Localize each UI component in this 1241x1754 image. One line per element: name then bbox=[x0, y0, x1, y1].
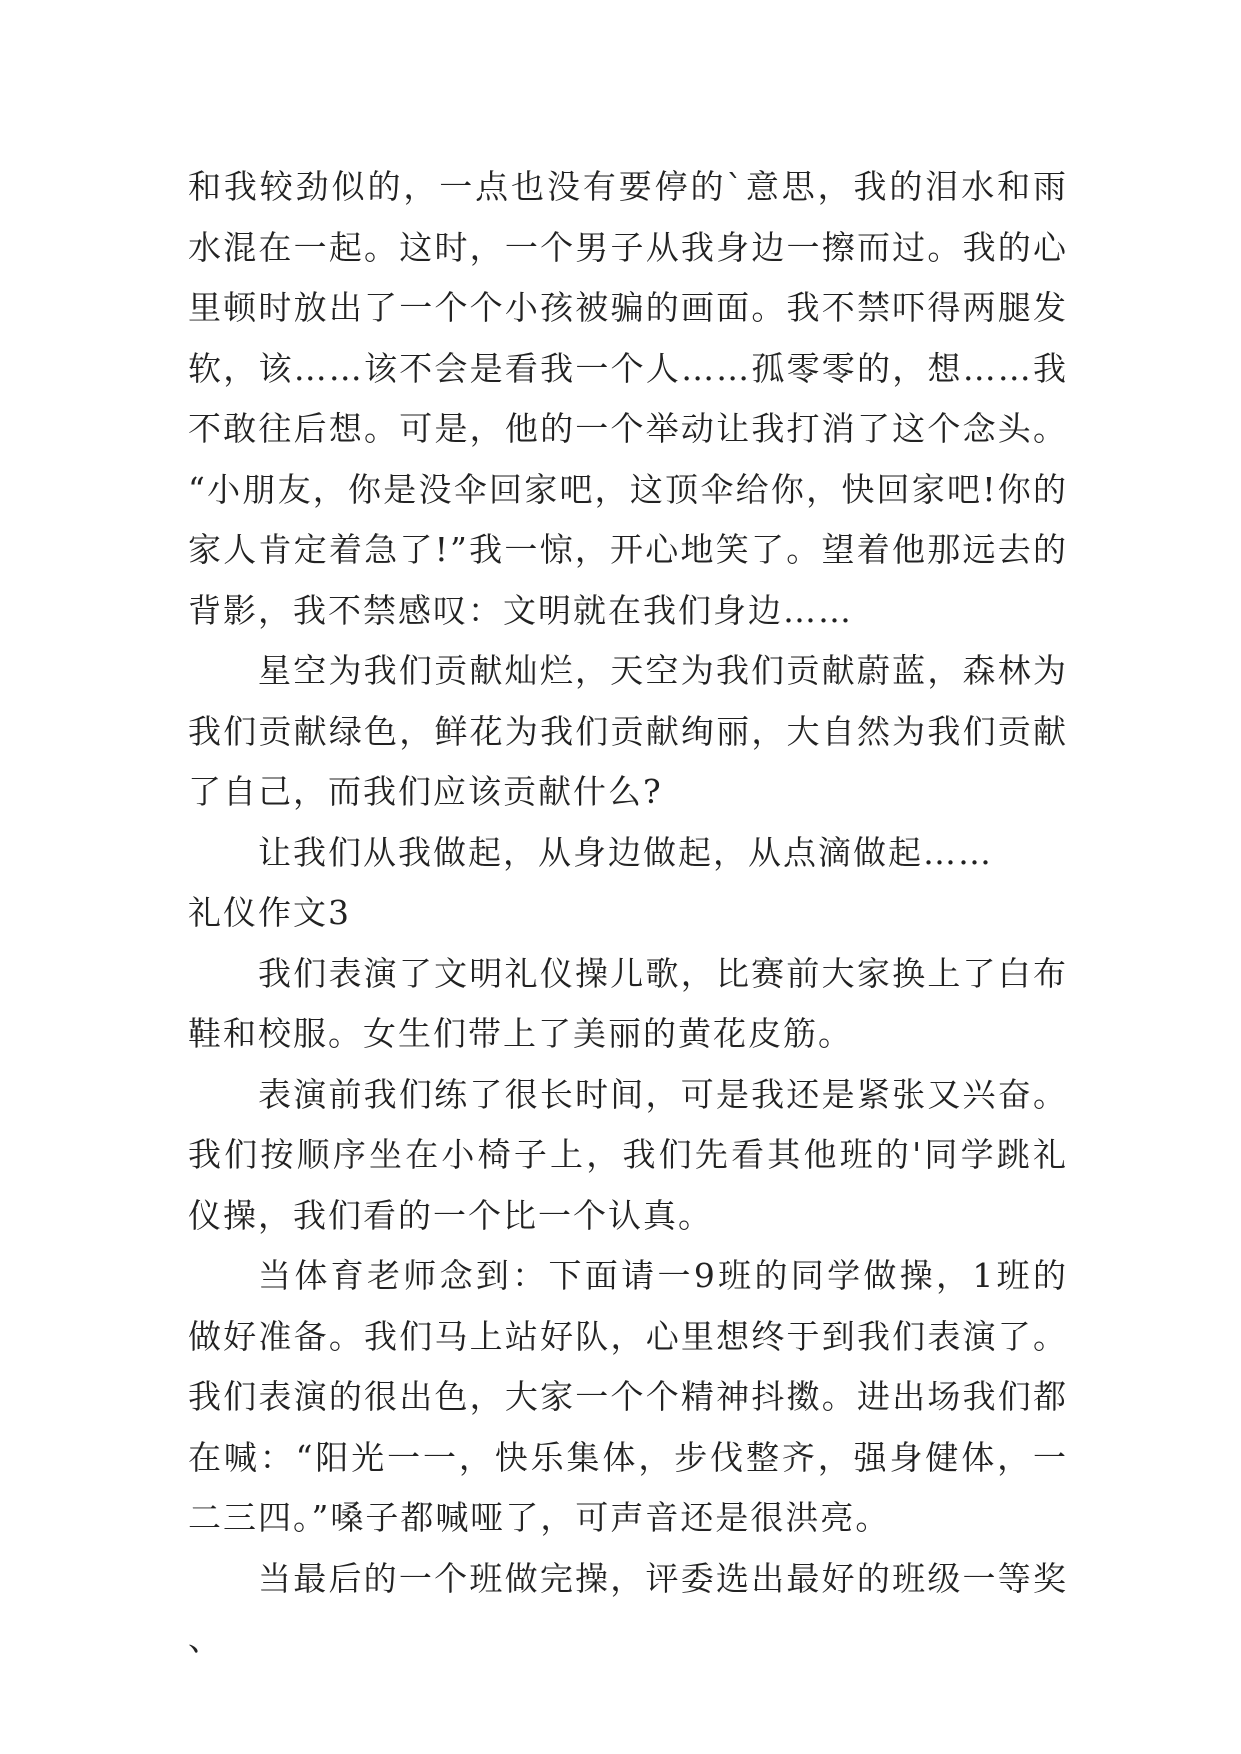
paragraph-3: 让我们从我做起，从身边做起，从点滴做起…… bbox=[258, 832, 993, 872]
document-body bbox=[188, 157, 1068, 1670]
paragraph-1: 和我较劲似的，一点也没有要停的`意思，我的泪水和雨水混在一起。这时，一个男子从我身边一擦而过。我的心里顿时放出了一个个小孩被骗的画面。我不禁吓得两腿发软，该……该不会是看我一个人……孤零零的，想……我不敢往后想。可是，他的一个举动让我打消了这个念头。“小朋友，你是没伞回家吧，这顶伞给你，快回家吧!你的家人肯定着急了!”我一惊，开心地笑了。望着他那远去的背影，我不禁感叹：文明就在我们身边…… bbox=[188, 167, 1068, 630]
paragraph-2: 星空为我们贡献灿烂，天空为我们贡献蔚蓝，森林为我们贡献绿色，鲜花为我们贡献绚丽，大自然为我们贡献了自己，而我们应该贡献什么? bbox=[188, 651, 1068, 811]
paragraph-7: 当最后的一个班做完操，评委选出最好的班级一等奖、 bbox=[188, 1558, 1068, 1658]
paragraph-5: 表演前我们练了很长时间，可是我还是紧张又兴奋。我们按顺序坐在小椅子上，我们先看其他班的'同学跳礼仪操，我们看的一个比一个认真。 bbox=[188, 1074, 1068, 1235]
section-heading: 礼仪作文3 bbox=[188, 893, 351, 932]
paragraph-6: 当体育老师念到：下面请一9班的同学做操，1班的做好准备。我们马上站好队，心里想终于到我们表演了。我们表演的很出色，大家一个个精神抖擞。进出场我们都在喊：“阳光一一，快乐集体，步伐整齐，强身健体，一二三四。”嗓子都喊哑了，可声音还是很洪亮。 bbox=[188, 1256, 1068, 1537]
paragraph-4: 我们表演了文明礼仪操儿歌，比赛前大家换上了白布鞋和校服。女生们带上了美丽的黄花皮筋。 bbox=[188, 953, 1068, 1053]
